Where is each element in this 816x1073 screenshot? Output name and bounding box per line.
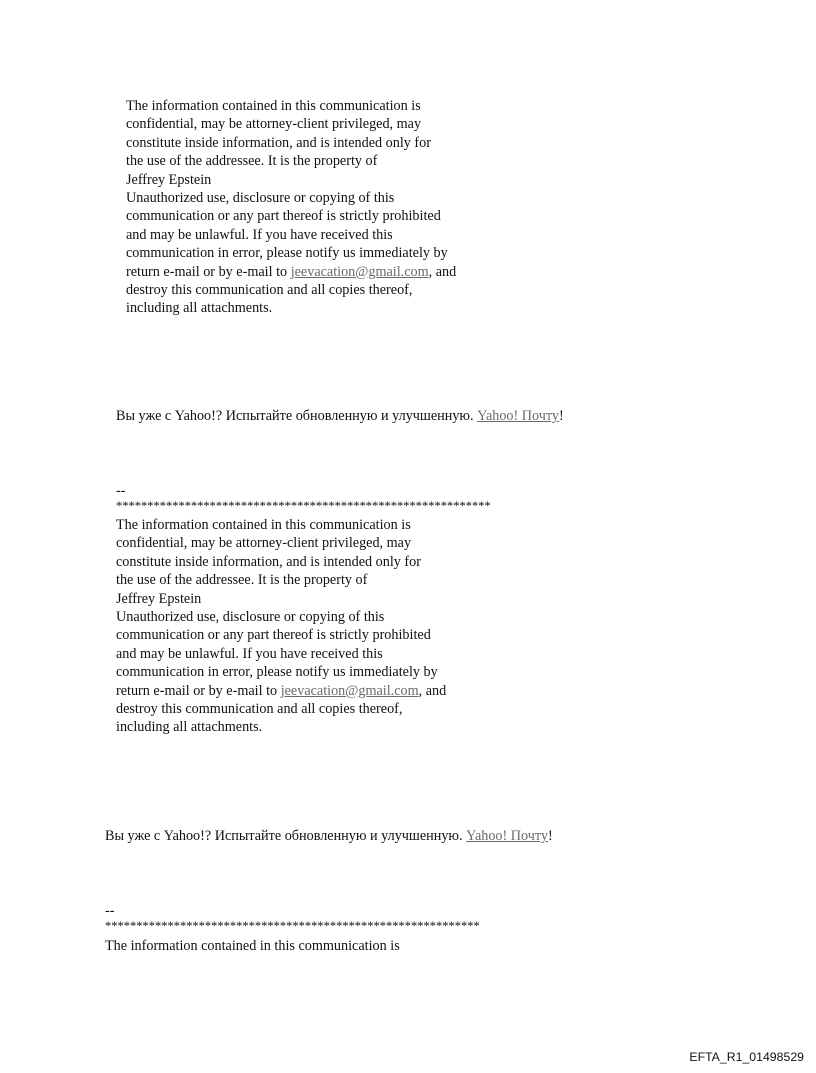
disclaimer-line: Unauthorized use, disclosure or copying of this (126, 189, 395, 206)
disclaimer-line: communication in error, please notify us immediately by (126, 245, 448, 262)
disclaimer-line: the use of the addressee. It is the property of (126, 153, 378, 170)
disclaimer-line: Unauthorized use, disclosure or copying of this (116, 608, 385, 625)
yahoo-promo-text: Вы уже с Yahoo!? Испытайте обновленную и улучшенную. (116, 408, 478, 424)
disclaimer-line: constitute inside information, and is intended only for (116, 553, 421, 570)
disclaimer-block-2 (116, 516, 446, 737)
disclaimer-line: confidential, may be attorney-client privileged, may (116, 535, 412, 552)
yahoo-mail-link[interactable]: Yahoo! Почту (477, 408, 560, 424)
disclaimer-line: confidential, may be attorney-client privileged, may (126, 116, 422, 133)
yahoo-mail-link[interactable]: Yahoo! Почту (466, 828, 549, 844)
disclaimer-line: and may be unlawful. If you have received this (126, 226, 393, 243)
return-prefix: return e-mail or by e-mail to (126, 263, 291, 280)
document-id-footer: EFTA_R1_01498529 (689, 1050, 804, 1064)
return-suffix: , and (428, 263, 457, 280)
yahoo-promo-line-1 (116, 407, 564, 425)
yahoo-promo-suffix: ! (559, 408, 564, 424)
disclaimer-line: destroy this communication and all copies thereof, (116, 700, 403, 717)
yahoo-promo-suffix: ! (548, 828, 553, 844)
email-link[interactable]: jeevacation@gmail.com (290, 263, 429, 280)
star-separator-1: ************************************************************ (116, 499, 491, 513)
disclaimer-line: constitute inside information, and is intended only for (126, 134, 431, 151)
signature-dashes-2: -- (105, 903, 115, 919)
star-separator-2: ************************************************************ (105, 919, 480, 933)
disclaimer-line: and may be unlawful. If you have received this (116, 645, 383, 662)
return-suffix: , and (418, 682, 447, 699)
disclaimer-line: communication in error, please notify us immediately by (116, 664, 438, 681)
email-link[interactable]: jeevacation@gmail.com (280, 682, 419, 699)
trailing-disclaimer-line: The information contained in this communication is (105, 938, 400, 954)
disclaimer-line: the use of the addressee. It is the property of (116, 572, 368, 589)
return-prefix: return e-mail or by e-mail to (116, 682, 281, 699)
disclaimer-line: The information contained in this communication is (126, 98, 421, 114)
disclaimer-line: Jeffrey Epstein (116, 590, 202, 607)
disclaimer-line: including all attachments. (126, 300, 273, 317)
disclaimer-line: destroy this communication and all copies thereof, (126, 281, 413, 298)
yahoo-promo-text: Вы уже с Yahoo!? Испытайте обновленную и улучшенную. (105, 828, 467, 844)
disclaimer-return-line (126, 263, 456, 281)
disclaimer-line: communication or any part thereof is strictly prohibited (126, 208, 441, 225)
disclaimer-line: communication or any part thereof is strictly prohibited (116, 627, 431, 644)
disclaimer-block-1 (126, 97, 456, 318)
disclaimer-line: Jeffrey Epstein (126, 171, 212, 188)
disclaimer-return-line (116, 682, 446, 700)
yahoo-promo-line-2 (105, 827, 553, 845)
disclaimer-line: The information contained in this communication is (116, 517, 411, 533)
signature-dashes-1: -- (116, 483, 126, 499)
disclaimer-line: including all attachments. (116, 719, 263, 736)
